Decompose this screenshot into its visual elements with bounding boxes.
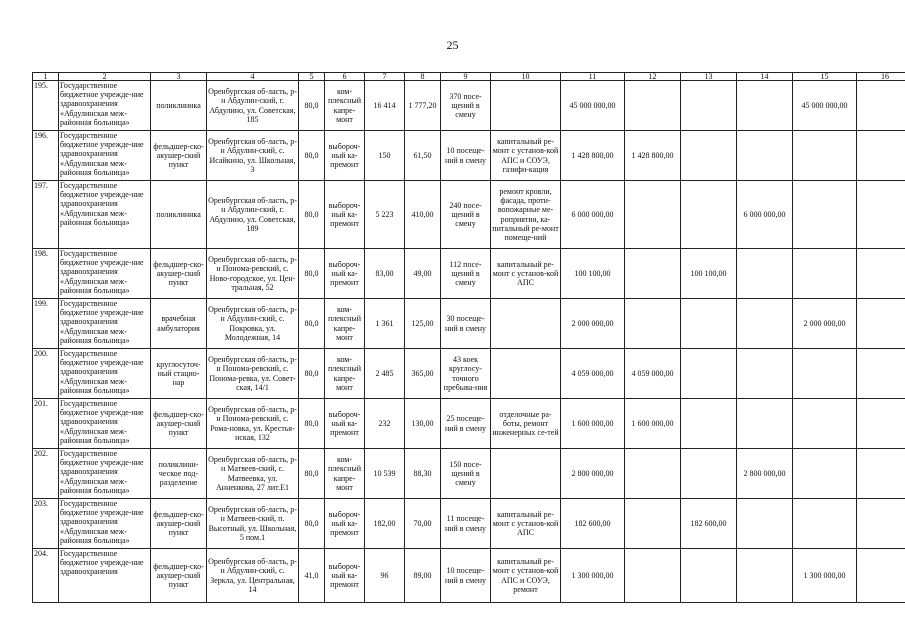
column-number: 10 [491, 73, 561, 81]
table-cell: Оренбургская об-ласть, р-н Абдулин-ский, с. Зеркла, ул. Центральная, 14 [207, 549, 299, 603]
table-cell [857, 131, 905, 181]
table-cell: 100 100,00 [681, 249, 737, 299]
table-cell [737, 499, 793, 549]
table-cell: Оренбургская об-ласть, р-н Абдулин-ский, с. Исайкино, ул. Школьная, 3 [207, 131, 299, 181]
table-cell: 80,0 [299, 299, 325, 349]
table-cell: ремонт кровли, фасада, проти-вопожарные ме-роприятия, ка-питальный ре-монт помеще-ний [491, 181, 561, 249]
table-cell [793, 399, 857, 449]
table-cell [793, 349, 857, 399]
table-cell [681, 449, 737, 499]
table-cell: 130,00 [405, 399, 441, 449]
table-cell [737, 349, 793, 399]
table-cell: 10 посеще-ний в смену [441, 131, 491, 181]
table-cell: 125,00 [405, 299, 441, 349]
table-cell [491, 349, 561, 399]
table-cell: Оренбургская об-ласть, р-н Пономa-ревский, с. Пономa-ревка, ул. Совет-ская, 14/1 [207, 349, 299, 399]
table-cell: 2 800 000,00 [561, 449, 625, 499]
table-cell [793, 499, 857, 549]
table-cell: ком-плексный капре-монт [325, 81, 365, 131]
table-cell: 197. [33, 181, 59, 249]
table-row [33, 549, 905, 603]
table-cell [681, 349, 737, 399]
table-cell: 2 000 000,00 [793, 299, 857, 349]
table-cell: 49,00 [405, 249, 441, 299]
table-cell: 80,0 [299, 249, 325, 299]
table-cell: 204. [33, 549, 59, 603]
table-cell: фельдшер-ско-акушер-ский пункт [151, 249, 207, 299]
table-cell: 89,00 [405, 549, 441, 603]
table-cell: 10 посеще-ний в смену [441, 549, 491, 603]
table-cell: поликлиника [151, 81, 207, 131]
table-row [33, 299, 905, 349]
table-cell [793, 131, 857, 181]
table-cell: фельдшер-ско-акушер-ский пункт [151, 549, 207, 603]
table-cell: 4 059 000,00 [561, 349, 625, 399]
column-number: 3 [151, 73, 207, 81]
table-cell: 70,00 [405, 499, 441, 549]
table-cell [857, 549, 905, 603]
table-cell: ком-плексный капре-монт [325, 449, 365, 499]
table-cell: Оренбургская об-ласть, р-н Абдулин-ский, с. Покровка, ул. Молодежная, 14 [207, 299, 299, 349]
table-cell: 203. [33, 499, 59, 549]
table-cell [857, 399, 905, 449]
table-cell: 1 777,20 [405, 81, 441, 131]
table-cell: 201. [33, 399, 59, 449]
table-cell [857, 81, 905, 131]
table-cell: 80,0 [299, 181, 325, 249]
table-cell: выбороч-ный ка-премонт [325, 131, 365, 181]
column-number: 15 [793, 73, 857, 81]
table-cell: 2 800 000,00 [737, 449, 793, 499]
column-number: 6 [325, 73, 365, 81]
table-row [33, 131, 905, 181]
table-cell: 1 361 [365, 299, 405, 349]
table-cell: круглосуточ-ный стацио-нар [151, 349, 207, 399]
table-cell: 240 посе-щений в смену [441, 181, 491, 249]
table-cell: фельдшер-ско-акушер-ский пункт [151, 399, 207, 449]
table-cell: 182,00 [365, 499, 405, 549]
table-cell: ком-плексный капре-монт [325, 299, 365, 349]
table-cell: капитальный ре-монт с установ-кой АПС и СОУЭ, ремонт [491, 549, 561, 603]
table-cell: капитальный ре-монт с установ-кой АПС [491, 499, 561, 549]
table-cell: 4 059 000,00 [625, 349, 681, 399]
table-cell: ком-плексный капре-монт [325, 349, 365, 399]
table-row [33, 81, 905, 131]
table-cell: 1 300 000,00 [561, 549, 625, 603]
table-cell [625, 81, 681, 131]
table-cell: 1 428 800,00 [561, 131, 625, 181]
table-cell [857, 299, 905, 349]
table-cell: 30 посеще-ний в смену [441, 299, 491, 349]
table-cell [737, 299, 793, 349]
table-row [33, 499, 905, 549]
table-cell: 195. [33, 81, 59, 131]
table-cell: Государственное бюджетное учрежде-ние здравоохранения «Абдулинская меж-районная больница» [59, 299, 151, 349]
table-cell [793, 449, 857, 499]
table-cell: врачебная амбулатория [151, 299, 207, 349]
column-number: 1 [33, 73, 59, 81]
table-cell: 80,0 [299, 349, 325, 399]
table-cell: 202. [33, 449, 59, 499]
table-cell [793, 181, 857, 249]
table-cell: 80,0 [299, 499, 325, 549]
table-cell [681, 131, 737, 181]
table-cell: Государственное бюджетное учрежде-ние здравоохранения «Абдулинская меж-районная больница» [59, 249, 151, 299]
column-number: 11 [561, 73, 625, 81]
table-cell: 100 100,00 [561, 249, 625, 299]
table-cell: 370 посе-щений в смену [441, 81, 491, 131]
table-cell [793, 249, 857, 299]
table-cell [737, 549, 793, 603]
table-cell: капитальный ре-монт с установ-кой АПС и СОУЭ, газифи-кация [491, 131, 561, 181]
table-row [33, 181, 905, 249]
table-row [33, 399, 905, 449]
column-number: 9 [441, 73, 491, 81]
table-cell: Государственное бюджетное учрежде-ние здравоохранения «Абдулинская меж-районная больница» [59, 399, 151, 449]
table-cell [491, 81, 561, 131]
table-cell: 198. [33, 249, 59, 299]
table-cell: 1 600 000,00 [561, 399, 625, 449]
table-cell [491, 299, 561, 349]
table-cell: 43 коек круглосу-точного пребыва-ния [441, 349, 491, 399]
table-cell: капитальный ре-монт с установ-кой АПС [491, 249, 561, 299]
table-cell [857, 449, 905, 499]
table-cell: Оренбургская об-ласть, р-н Пономa-ревский, с. Рома-новка, ул. Крестья-нская, 132 [207, 399, 299, 449]
table-cell: фельдшер-ско-акушер-ский пункт [151, 131, 207, 181]
table-cell [681, 399, 737, 449]
column-number: 4 [207, 73, 299, 81]
table-cell: 10 539 [365, 449, 405, 499]
table-cell [737, 249, 793, 299]
table-cell [625, 499, 681, 549]
table-cell: 1 600 000,00 [625, 399, 681, 449]
column-number: 14 [737, 73, 793, 81]
table-cell: Государственное бюджетное учрежде-ние здравоохранения «Абдулинская меж-районная больница» [59, 449, 151, 499]
column-number: 16 [857, 73, 905, 81]
table-cell: 45 000 000,00 [561, 81, 625, 131]
table-cell: выбороч-ный ка-премонт [325, 249, 365, 299]
table-cell [681, 181, 737, 249]
table-cell [625, 249, 681, 299]
table-cell: 6 000 000,00 [561, 181, 625, 249]
table-cell: 5 223 [365, 181, 405, 249]
column-number: 7 [365, 73, 405, 81]
table-cell: выбороч-ный ка-премонт [325, 549, 365, 603]
table-cell: Государственное бюджетное учрежде-ние здравоохранения «Абдулинская меж-районная больница» [59, 81, 151, 131]
table-cell: Государственное бюджетное учрежде-ние здравоохранения «Абдулинская меж-районная больница» [59, 349, 151, 399]
table-cell: 41,0 [299, 549, 325, 603]
table-cell: отделочные ра-боты, ремонт инженерных се-тей [491, 399, 561, 449]
table-cell: 150 посе-щений в смену [441, 449, 491, 499]
table-cell: Оренбургская об-ласть, р-н Абдулин-ский, г. Абдулино, ул. Советская, 189 [207, 181, 299, 249]
table-row [33, 349, 905, 399]
table-cell: 16 414 [365, 81, 405, 131]
table-cell: Государственное бюджетное учрежде-ние здравоохранения [59, 549, 151, 603]
table-cell: 2 485 [365, 349, 405, 399]
table-cell: Оренбургская об-ласть, р-н Понома-ревский, с. Ново-городское, ул. Цен-тральная, 52 [207, 249, 299, 299]
table-cell: 61,50 [405, 131, 441, 181]
column-number: 2 [59, 73, 151, 81]
table-cell: 410,00 [405, 181, 441, 249]
table-cell: выбороч-ный ка-премонт [325, 399, 365, 449]
table-cell: выбороч-ный ка-премонт [325, 181, 365, 249]
table-cell: Оренбургская об-ласть, р-н Матвеев-ский, п. Высотный, ул. Школьная, 5 пом.1 [207, 499, 299, 549]
table-cell [737, 131, 793, 181]
table-cell [625, 449, 681, 499]
table-cell: 196. [33, 131, 59, 181]
table-cell: 6 000 000,00 [737, 181, 793, 249]
table-cell: Оренбургская об-ласть, р-н Абдулин-ский, г. Абдулино, ул. Советская, 185 [207, 81, 299, 131]
table-cell: поликлиника [151, 181, 207, 249]
table-cell: 11 посеще-ний в смену [441, 499, 491, 549]
table-cell: 2 000 000,00 [561, 299, 625, 349]
table-cell: 200. [33, 349, 59, 399]
table-cell: Оренбургская об-ласть, р-н Матвеев-ский, с. Матвеевка, ул. Анненкова, 27 лит.Е1 [207, 449, 299, 499]
budget-table [32, 72, 905, 603]
table-row [33, 249, 905, 299]
table-cell: выбороч-ный ка-премонт [325, 499, 365, 549]
table-cell: 45 000 000,00 [793, 81, 857, 131]
column-number: 13 [681, 73, 737, 81]
header-row [33, 73, 905, 81]
table-cell: 199. [33, 299, 59, 349]
table-cell: 150 [365, 131, 405, 181]
table-cell: 112 посе-щений в смену [441, 249, 491, 299]
table-cell: 80,0 [299, 399, 325, 449]
table-cell: 80,0 [299, 81, 325, 131]
table-cell: поликлини-ческое под-разделение [151, 449, 207, 499]
table-cell: 1 428 800,00 [625, 131, 681, 181]
table-cell [681, 81, 737, 131]
table-cell [625, 549, 681, 603]
table-cell: 80,0 [299, 131, 325, 181]
table-cell [681, 549, 737, 603]
table-cell [857, 249, 905, 299]
table-cell: фельдшер-ско-акушер-ский пункт [151, 499, 207, 549]
column-number: 12 [625, 73, 681, 81]
table-row [33, 449, 905, 499]
table-cell: Государственное бюджетное учрежде-ние здравоохранения «Абдулинская меж-районная больница» [59, 181, 151, 249]
table-cell: Государственное бюджетное учрежде-ние здравоохранения «Абдулинская меж-районная больница» [59, 131, 151, 181]
table-cell: 232 [365, 399, 405, 449]
table-cell: 182 600,00 [561, 499, 625, 549]
table-cell [681, 299, 737, 349]
table-cell [625, 181, 681, 249]
table-cell [857, 499, 905, 549]
column-number: 5 [299, 73, 325, 81]
table-cell: 1 300 000,00 [793, 549, 857, 603]
table-cell: 365,00 [405, 349, 441, 399]
table-cell [737, 81, 793, 131]
table-cell: 80,0 [299, 449, 325, 499]
table-cell [491, 449, 561, 499]
table-cell: 96 [365, 549, 405, 603]
table-cell: 83,00 [365, 249, 405, 299]
page-number: 25 [446, 38, 459, 52]
table-cell: 25 посеще-ний в смену [441, 399, 491, 449]
table-cell: 88,30 [405, 449, 441, 499]
table-cell: Государственное бюджетное учрежде-ние здравоохранения «Абдулинская меж-районная больница» [59, 499, 151, 549]
table-cell [737, 399, 793, 449]
table-cell [857, 181, 905, 249]
column-number: 8 [405, 73, 441, 81]
table-cell [625, 299, 681, 349]
table-cell [857, 349, 905, 399]
table-cell: 182 600,00 [681, 499, 737, 549]
